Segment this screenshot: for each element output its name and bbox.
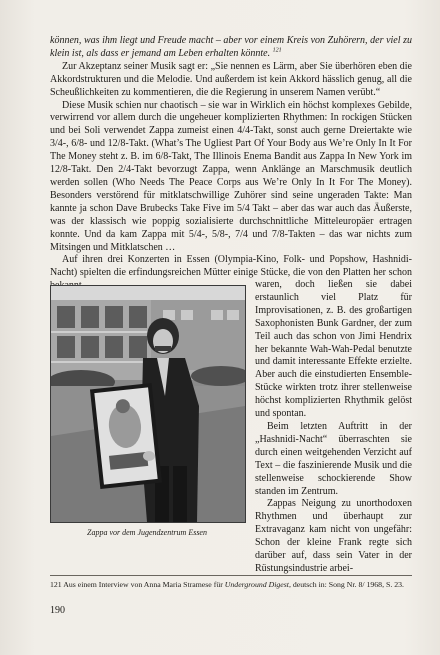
page-number: 190 [50, 605, 65, 616]
wrap-text [255, 279, 412, 576]
paragraph-3: Diese Musik schien nur chaotisch – sie war in Wirklich ein höchst komplexes Gebilde, verwirrend vor allem durch die ungeheuer komplizierten Rhythmen: In rockigen Stücken und bei Soli verwendet Zappa zumeist einen 4/4-Takt, sonst auch gerne Dreiertakte wie 3/4-, 6/8- und 12/8-Takt. (What’s The Ugliest Part Of Your Body aus We’re Only In It For The Money steht z. B. im 6/8-Takt, The Illinois Enema Bandit aus Zappa In New York im 12/8-Takt. Den 2/4-Takt bevorzugt Zappa, wenn Anklänge an Marschmusik deutlich werden sollen (Who Needs The Peace Corps aus We’re Only In It For The Money). Besonders verstörend für mitklatschwillige Zuhörer sind seine ungeraden Takte: Man kannte ja schon Dave Brubecks Take Five im 5/4 Takt – aber das war auch das Äußerste, was der klassisch wie poppig sozialisierte durchschnittliche Mitteleuropäer ertragen konnte. Und da kam Zappa mit 5/4-, 5/8-, 7/4 und 7/8-Takten – das war nichts zum Mitsingen und Mitklatschen … [50, 99, 412, 253]
paragraph-4: Auf ihren drei Konzerten in Essen (Olympia-Kino, Folk- und Popshow, Hashnidi-Nacht) spielten die erfindungsreichen Mütter einige Stücke, die von den Platten her schon [50, 254, 412, 279]
footnote-source: Underground Digest [224, 580, 289, 589]
footnote-marker: 121 [272, 47, 282, 54]
paragraph-1-text: können, was ihm liegt und Freude macht – aber vor einem Kreis von Zuhörern, der viel zu klein ist, als dass er jemand am Leben erhalten könnte. [50, 35, 412, 59]
wrap-paragraph-2: Beim letzten Auftritt in der „Hashnidi-Nacht“ überraschten sie durch einen weitgehenden Verzicht auf Text – die faszinierende Musik und die stellenweise schockierende Show standen im Zentrum. [255, 420, 412, 497]
wrap-paragraph-1: waren, doch ließen sie dabei erstaunlich viel Platz für Improvisationen, z. B. des großartigen Saxophonisten Bunk Gardner, der zum Teil auch das schon von Jimi Hendrix her bekannte Wah-Wah-Pedal benutzte und damit interessante Effekte erzielte. Aber auch die einstudierten Ensemble-Stücke wirkten trotz ihrer stellenweise höchst komplizierten Rhythmik gelöst und spontan. [255, 279, 412, 420]
main-text-top [50, 35, 412, 293]
paragraph-2: Zur Akzeptanz seiner Musik sagt er: „Sie nennen es Lärm, aber Sie überhören eben die Akkordstrukturen und die Melodie. Und außerdem ist kein Akkord hässlich genug, all die Scheußlichkeiten zu kommentieren, die die Regierung in unserem Namen verübt.“ [50, 60, 412, 98]
footnote [50, 580, 420, 590]
paragraph-1 [50, 35, 412, 61]
footnote-number: 121 [50, 580, 62, 589]
photo-zappa [50, 285, 246, 523]
footnote-text: Aus einem Interview von Anna Maria Stramese für [63, 580, 223, 589]
photo-caption: Zappa vor dem Jugendzentrum Essen [87, 528, 207, 537]
wrap-paragraph-3: Zappas Neigung zu unorthodoxen Rhythmen und überhaupt zur Extravaganz kam nicht von ungefähr: Schon der kleine Frank regte sich darüber auf, dass sein Vater in der Rüstungsindustrie arbei- [255, 498, 412, 574]
footnote-rule [50, 575, 412, 576]
footnote-rest: , deutsch in: Song Nr. 8/ 1968, S. 23. [288, 580, 404, 589]
